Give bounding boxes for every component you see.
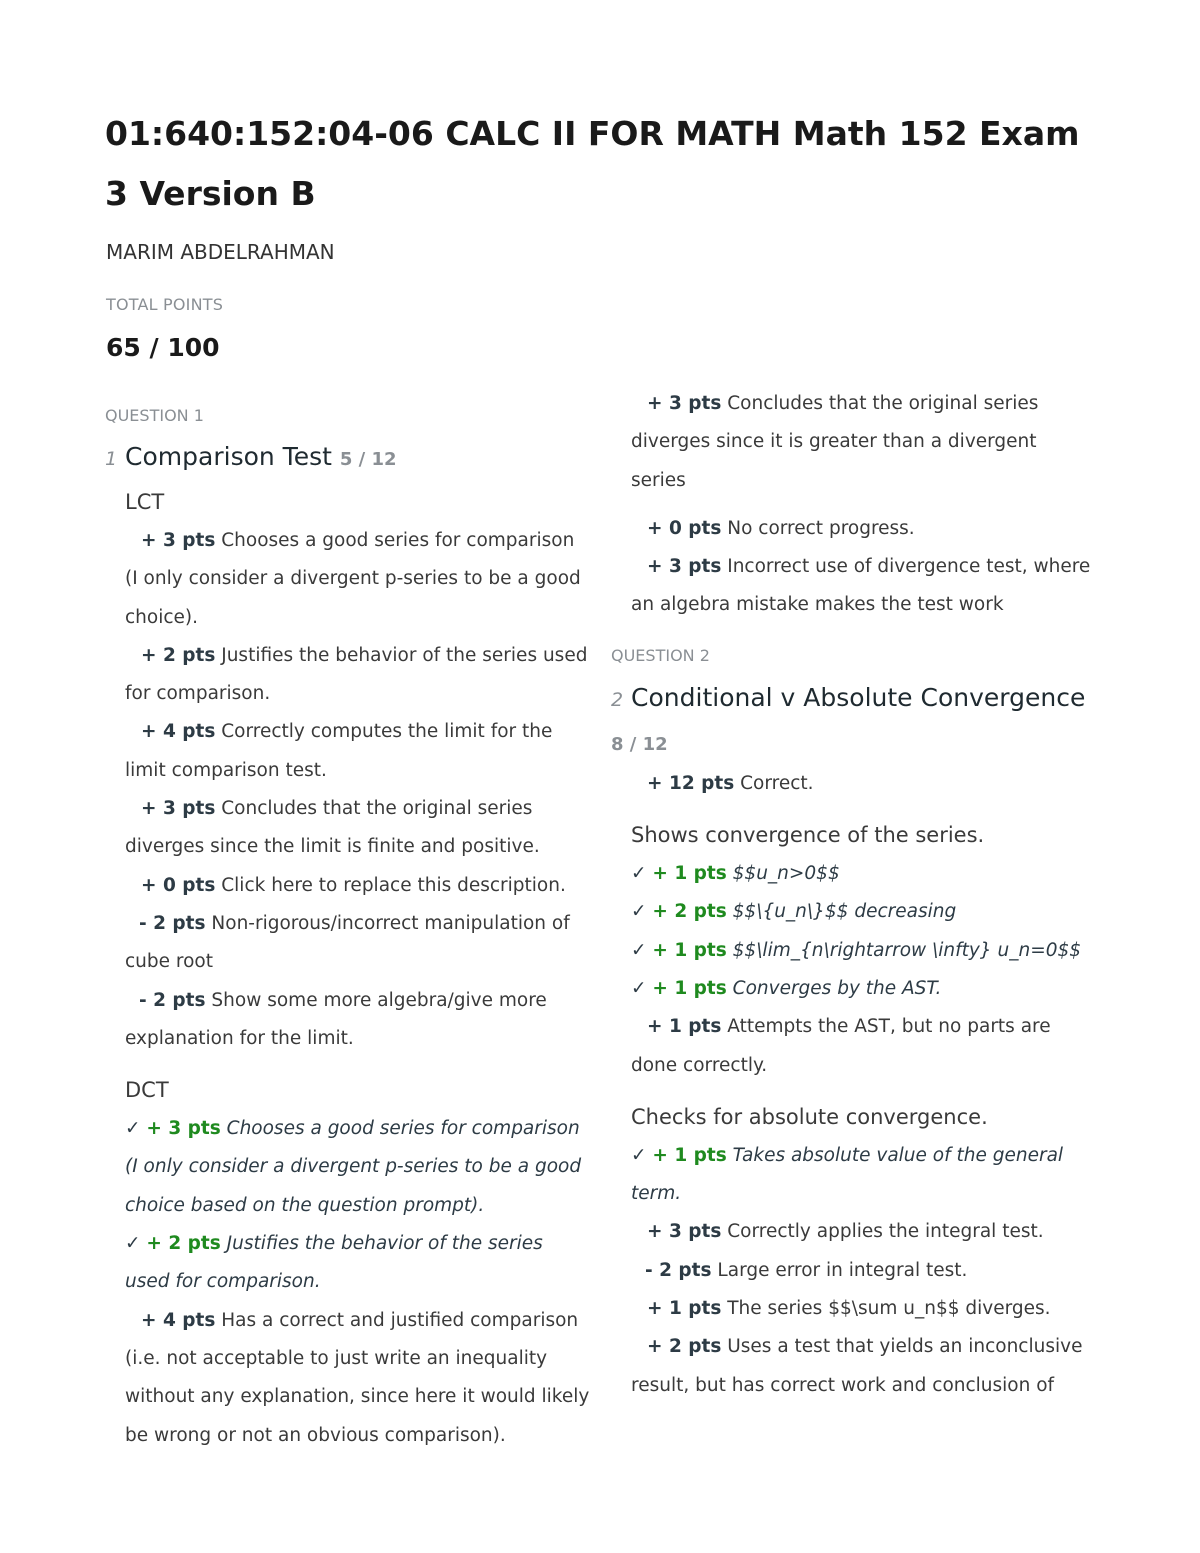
rubric-text: Correctly applies the integral test. bbox=[727, 1221, 1044, 1243]
rubric-item[interactable] bbox=[611, 385, 1096, 500]
rubric-item[interactable] bbox=[611, 1008, 1096, 1085]
rubric-text: Attempts the AST, but no parts are done correctly. bbox=[631, 1016, 1051, 1076]
rubric-item[interactable] bbox=[105, 790, 590, 867]
rubric-text: Incorrect use of divergence test, where an algebra mistake makes the test work bbox=[631, 556, 1091, 616]
rubric-item-applied[interactable] bbox=[611, 932, 1096, 970]
right-column bbox=[611, 385, 1096, 1405]
question-1-number: 1 bbox=[105, 448, 118, 470]
rubric-points: + 1 pts bbox=[652, 977, 727, 999]
left-column bbox=[105, 397, 590, 1455]
rubric-item[interactable] bbox=[105, 713, 590, 790]
rubric-text: Large error in integral test. bbox=[717, 1259, 968, 1281]
rubric-item[interactable] bbox=[611, 1252, 1096, 1290]
rubric-item-applied[interactable] bbox=[611, 970, 1096, 1008]
rubric-points: + 3 pts bbox=[647, 393, 722, 414]
absolute-group-label: Checks for absolute convergence. bbox=[631, 1104, 988, 1129]
rubric-text: $$\lim_{n\rightarrow \infty} u_n=0$$ bbox=[732, 939, 1082, 961]
rubric-text: Uses a test that yields an inconclusive result, but has correct work and conclusion of bbox=[631, 1336, 1083, 1396]
rubric-points: + 2 pts bbox=[146, 1233, 221, 1255]
rubric-text: Correct. bbox=[740, 772, 814, 794]
rubric-points: - 2 pts bbox=[139, 989, 206, 1011]
rubric-text: Justifies the behavior of the series used for comparison. bbox=[125, 644, 588, 705]
question-2-number: 2 bbox=[611, 688, 624, 711]
rubric-text: Correctly computes the limit for the limit comparison test. bbox=[125, 721, 553, 781]
rubric-points: + 4 pts bbox=[141, 1309, 216, 1331]
rubric-points: + 3 pts bbox=[141, 798, 216, 820]
rubric-item-applied[interactable] bbox=[105, 1225, 590, 1302]
student-name: MARIM ABDELRAHMAN bbox=[106, 240, 335, 264]
rubric-item[interactable] bbox=[611, 548, 1096, 625]
rubric-item[interactable] bbox=[105, 867, 590, 905]
rubric-points: + 4 pts bbox=[141, 721, 216, 743]
rubric-points: + 3 pts bbox=[146, 1118, 221, 1140]
question-1-heading bbox=[105, 437, 590, 480]
rubric-text: Concludes that the original series diverges since the limit is finite and positive. bbox=[125, 798, 540, 858]
rubric-item-applied[interactable] bbox=[611, 893, 1096, 931]
rubric-points: + 3 pts bbox=[141, 530, 216, 551]
rubric-points: + 2 pts bbox=[141, 644, 216, 666]
checkmark-icon: ✓ bbox=[125, 1233, 141, 1255]
checkmark-icon: ✓ bbox=[631, 977, 647, 999]
rubric-text: Chooses a good series for comparison (I only consider a divergent p-series to be a good choice). bbox=[125, 530, 581, 628]
rubric-points: + 1 pts bbox=[652, 1144, 727, 1166]
rubric-item[interactable] bbox=[105, 522, 590, 637]
rubric-text: No correct progress. bbox=[727, 517, 915, 539]
rubric-text: Takes absolute value of the general term. bbox=[631, 1144, 1064, 1205]
rubric-item[interactable] bbox=[105, 905, 590, 982]
rubric-points: + 1 pts bbox=[647, 1298, 722, 1320]
rubric-points: + 1 pts bbox=[647, 1016, 722, 1038]
rubric-points: + 12 pts bbox=[647, 772, 735, 794]
rubric-points: + 3 pts bbox=[647, 1221, 722, 1243]
rubric-text: Converges by the AST. bbox=[732, 977, 942, 999]
rubric-text: $$\{u_n\}$$ decreasing bbox=[732, 901, 957, 923]
question-2-label: QUESTION 2 bbox=[611, 645, 710, 665]
question-1-title: Comparison Test bbox=[125, 442, 332, 471]
question-1-score: 5 / 12 bbox=[339, 449, 397, 470]
total-score: 65 / 100 bbox=[106, 333, 220, 362]
rubric-item[interactable] bbox=[611, 510, 1096, 548]
rubric-item[interactable] bbox=[611, 1328, 1096, 1405]
rubric-points: + 0 pts bbox=[141, 874, 216, 896]
dct-label: DCT bbox=[125, 1078, 169, 1103]
rubric-text: Show some more algebra/give more explanation for the limit. bbox=[125, 989, 547, 1049]
rubric-points: + 2 pts bbox=[652, 901, 727, 923]
rubric-text: Justifies the behavior of the series used for comparison. bbox=[125, 1233, 543, 1293]
checkmark-icon: ✓ bbox=[631, 1144, 647, 1166]
checkmark-icon: ✓ bbox=[631, 901, 647, 923]
rubric-points: - 2 pts bbox=[139, 912, 206, 934]
rubric-item[interactable] bbox=[105, 637, 590, 714]
rubric-item[interactable] bbox=[611, 765, 1096, 803]
question-2-score: 8 / 12 bbox=[611, 733, 668, 755]
rubric-points: + 1 pts bbox=[652, 863, 727, 885]
rubric-text: Has a correct and justified comparison (i.e. not acceptable to just write an inequality without any explanation, since here it would likely be wrong or not an obvious comparison). bbox=[125, 1309, 590, 1446]
rubric-item[interactable] bbox=[611, 1290, 1096, 1328]
rubric-item[interactable] bbox=[105, 982, 590, 1059]
rubric-points: + 1 pts bbox=[652, 939, 727, 961]
rubric-item-applied[interactable] bbox=[611, 1137, 1096, 1214]
checkmark-icon: ✓ bbox=[125, 1118, 141, 1140]
rubric-text: Click here to replace this description. bbox=[221, 874, 566, 896]
rubric-item[interactable] bbox=[611, 1213, 1096, 1251]
rubric-item-applied[interactable] bbox=[611, 855, 1096, 893]
convergence-group-label: Shows convergence of the series. bbox=[631, 823, 985, 848]
rubric-text: $$u_n>0$$ bbox=[732, 863, 840, 885]
rubric-text: Concludes that the original series diverges since it is greater than a divergent series bbox=[631, 393, 1039, 491]
rubric-points: + 2 pts bbox=[647, 1336, 722, 1358]
total-points-label: TOTAL POINTS bbox=[106, 295, 224, 314]
rubric-points: - 2 pts bbox=[645, 1259, 712, 1281]
rubric-text: Non-rigorous/incorrect manipulation of cube root bbox=[125, 912, 570, 973]
rubric-points: + 0 pts bbox=[647, 517, 722, 539]
rubric-text: The series $$\sum u_n$$ diverges. bbox=[727, 1298, 1051, 1320]
lct-label: LCT bbox=[125, 490, 165, 514]
page-title: 01:640:152:04-06 CALC II FOR MATH Math 152 Exam 3 Version B bbox=[105, 114, 1080, 213]
checkmark-icon: ✓ bbox=[631, 939, 647, 961]
checkmark-icon: ✓ bbox=[631, 863, 647, 885]
question-2-heading bbox=[611, 677, 1096, 765]
question-1-label: QUESTION 1 bbox=[105, 406, 204, 425]
rubric-item-applied[interactable] bbox=[105, 1110, 590, 1225]
question-2-title: Conditional v Absolute Convergence bbox=[631, 682, 1086, 712]
rubric-item[interactable] bbox=[105, 1302, 590, 1455]
rubric-points: + 3 pts bbox=[647, 556, 722, 578]
rubric-text: Chooses a good series for comparison (I only consider a divergent p-series to be a good choice based on the question prompt). bbox=[125, 1118, 582, 1216]
